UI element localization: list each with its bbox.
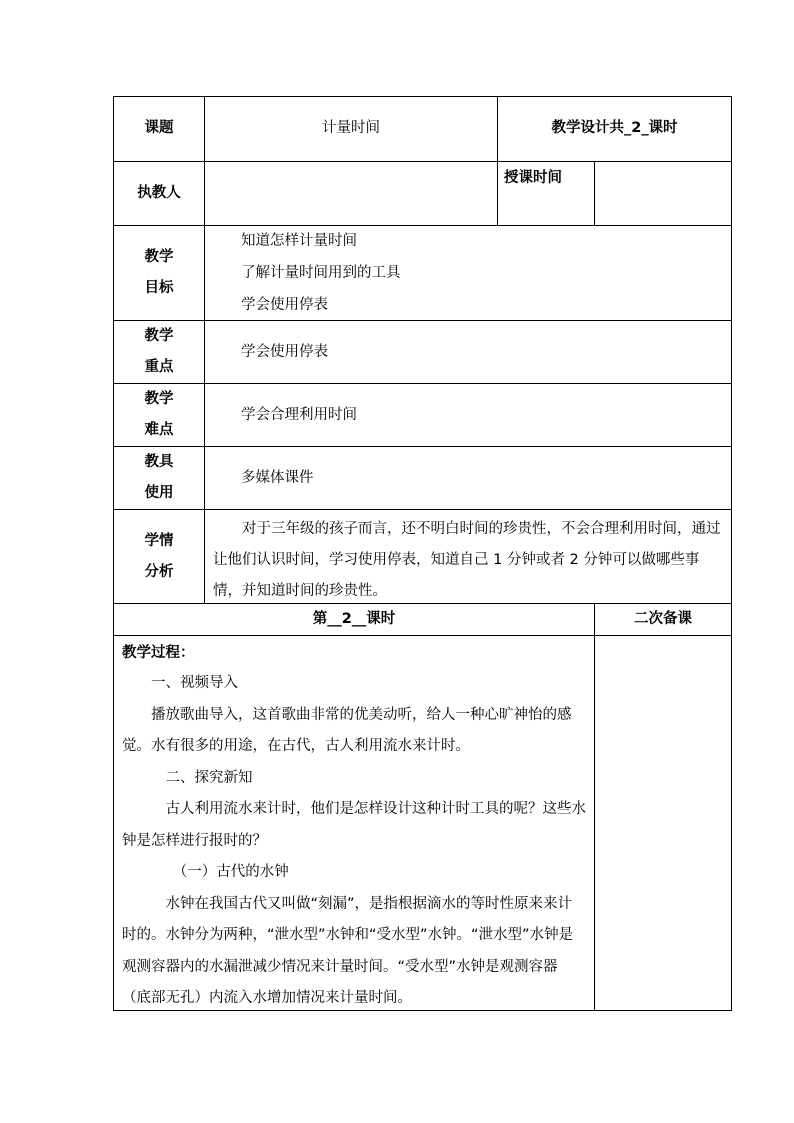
key-point-text <box>204 320 732 384</box>
tools-label <box>113 446 205 510</box>
key-point-label <box>113 320 205 384</box>
section2-title: 二、探究新知 <box>165 769 253 786</box>
objective-item: 学会使用停表 <box>241 297 328 313</box>
tools-label-line2: 使用 <box>144 485 174 501</box>
tools-label-line1: 教具 <box>144 454 174 470</box>
session-title: 第__2__课时 <box>113 603 595 636</box>
topic-value: 计量时间 <box>204 96 498 162</box>
analysis-label-line2: 分析 <box>144 563 174 580</box>
time-value <box>594 161 732 226</box>
key-point-label-line1: 教学 <box>144 328 174 344</box>
topic-label: 课题 <box>113 96 205 162</box>
objective-item: 知道怎样计量时间 <box>241 233 357 249</box>
key-point-value: 学会使用停表 <box>241 344 328 360</box>
teaching-process <box>113 635 595 1011</box>
difficulty-label-line2: 难点 <box>144 422 174 438</box>
design-note: 教学设计共_2_课时 <box>497 96 732 162</box>
section1-text: 播放歌曲导入，这首歌曲非常的优美动听，给人一种心旷神怡的感觉。水有很多的用途，在古代，古人利用流水来计时。 <box>122 706 572 754</box>
teacher-label: 执教人 <box>113 161 205 226</box>
objectives-label-line1: 教学 <box>144 249 174 265</box>
notes-label: 二次备课 <box>594 603 732 636</box>
difficulty-text <box>204 383 732 447</box>
objectives-label-line2: 目标 <box>144 280 174 296</box>
sub1-text: 水钟在我国古代又叫做“刻漏”，是指根据滴水的等时性原来来计时的。水钟分为两种，“泄水型”水钟和“受水型”水钟。“泄水型”水钟是观测容器内的水漏泄减少情况来计量时间。“受水型”水钟是观测容器（底部无孔）内流入水增加情况来计量时间。 <box>122 895 574 1006</box>
objective-item: 了解计量时间用到的工具 <box>241 265 401 281</box>
difficulty-value: 学会合理利用时间 <box>241 407 357 423</box>
teacher-value <box>204 161 498 226</box>
sub1-title: （一）古代的水钟 <box>172 864 289 880</box>
objectives-list <box>204 225 732 321</box>
section2-text: 古人利用流水来计时，他们是怎样设计这种计时工具的呢？这些水钟是怎样进行报时的？ <box>122 801 586 849</box>
analysis-text: 对于三年级的孩子而言，还不明白时间的珍贵性，不会合理利用时间，通过让他们认识时间，学习使用停表，知道自己 1 分钟或者 2 分钟可以做哪些事情，并知道时间的珍贵性。 <box>204 509 732 604</box>
section1-title: 一、视频导入 <box>151 675 238 691</box>
difficulty-label-line1: 教学 <box>144 391 174 407</box>
process-title: 教学过程： <box>122 645 195 661</box>
analysis-label-line1: 学情 <box>144 532 174 549</box>
key-point-label-line2: 重点 <box>144 359 174 375</box>
tools-value: 多媒体课件 <box>241 470 314 486</box>
analysis-label <box>113 509 205 604</box>
tools-text <box>204 446 732 510</box>
objectives-label <box>113 225 205 321</box>
difficulty-label <box>113 383 205 447</box>
notes-area <box>594 635 732 1011</box>
time-label: 授课时间 <box>497 161 595 226</box>
